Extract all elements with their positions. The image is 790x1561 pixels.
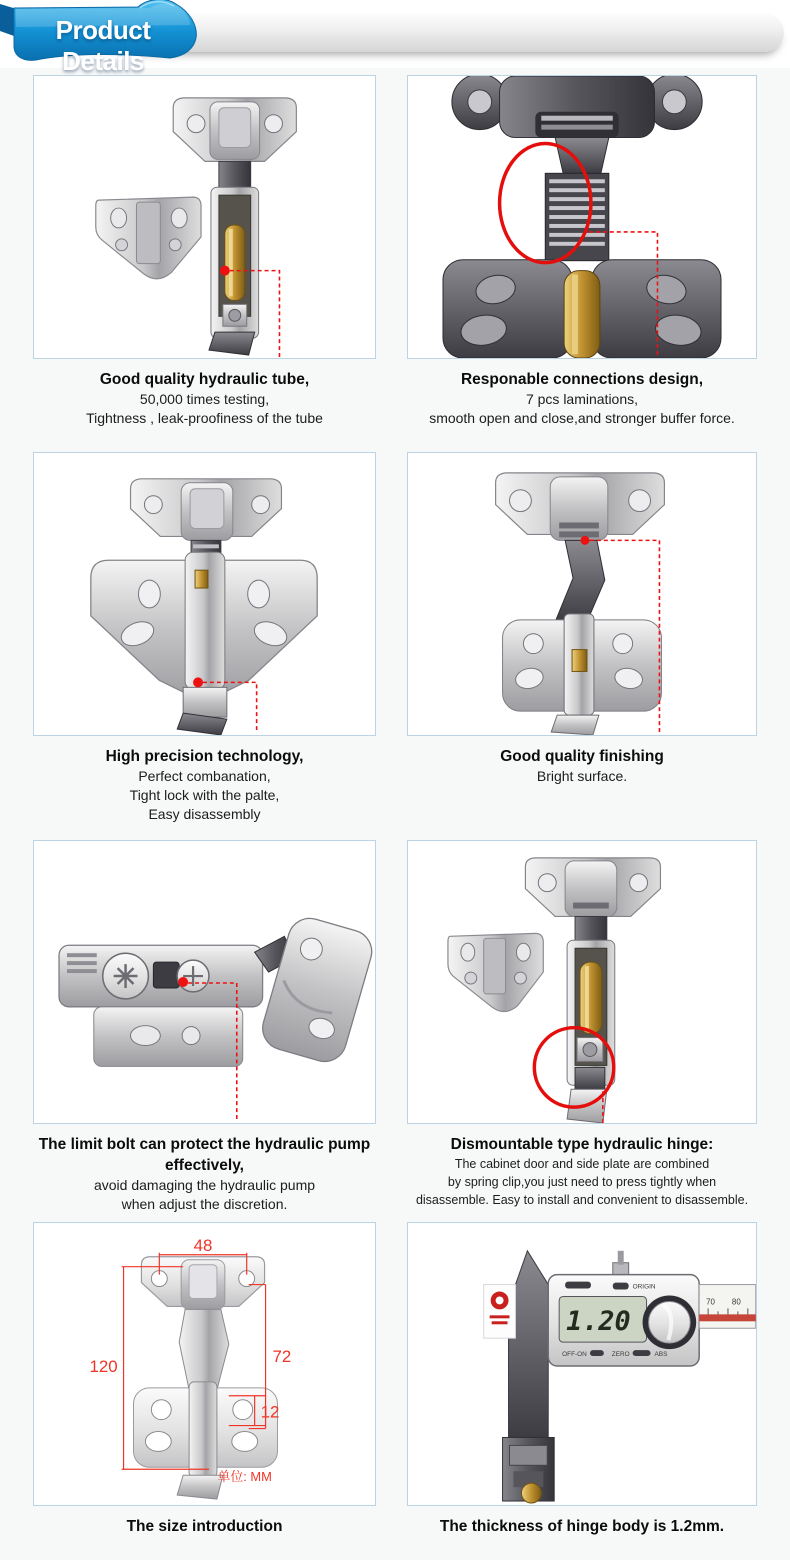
caption-line: 7 pcs laminations, [525, 391, 639, 407]
offon-label: OFF-ON [562, 1351, 587, 1359]
caption-lines [407, 390, 757, 428]
hinge-photo-illustration [408, 453, 756, 735]
offon-button [590, 1350, 604, 1356]
section-row-3 [0, 833, 790, 1215]
origin-button [613, 1283, 629, 1290]
annotation-dot [178, 977, 188, 987]
caption-hydraulic-tube [33, 369, 376, 428]
dim-offset-label: 12 [260, 1402, 280, 1422]
scale-beam [699, 1285, 756, 1329]
hinge-closeup [443, 76, 721, 358]
measured-hinge-piece [503, 1437, 555, 1503]
caption-dismountable [407, 1134, 757, 1214]
caption-line: by spring clip,you just need to press tightly when [447, 1175, 717, 1189]
pip-button [565, 1282, 591, 1289]
page-title: Product Details [55, 15, 151, 76]
photo-dismountable [407, 840, 757, 1124]
caption-title: The thickness of hinge body is 1.2mm. [439, 1518, 725, 1535]
caption-title: The limit bolt can protect the hydraulic pump effectively, [38, 1136, 371, 1174]
section-row-2 [0, 445, 790, 833]
caption-title: The size introduction [126, 1518, 283, 1535]
hinge-photo-illustration [34, 453, 375, 735]
origin-label: ORIGIN [632, 1283, 656, 1291]
caption-title: Dismountable type hydraulic hinge: [450, 1136, 714, 1153]
caption-title: Responable connections design, [460, 371, 703, 388]
caption-lines [33, 767, 376, 824]
photo-size-diagram [33, 1222, 376, 1506]
unit-label: 单位: MM [217, 1469, 272, 1485]
abs-label: ABS [654, 1351, 668, 1359]
size-diagram-illustration [34, 1223, 375, 1505]
page-header [0, 0, 790, 76]
caption-line: 50,000 times testing, [139, 391, 270, 407]
photo-caliper [407, 1222, 757, 1506]
caliper-illustration [408, 1223, 756, 1505]
caption-connections [407, 369, 757, 428]
hinge-side-view [496, 473, 665, 735]
caption-title: Good quality hydraulic tube, [99, 371, 310, 388]
dim-width-label: 48 [193, 1235, 213, 1255]
caption-line: Tightness , leak-proofiness of the tube [86, 410, 323, 426]
caption-size [33, 1516, 376, 1537]
mounting-plate [96, 197, 201, 279]
hinge-photo-illustration [34, 76, 375, 358]
caption-lines [33, 390, 376, 428]
scale-80: 80 [731, 1297, 741, 1307]
lcd-value: 1.20 [566, 1306, 631, 1338]
section-row-4 [0, 1215, 790, 1554]
photo-laminations-closeup [407, 75, 757, 359]
caption-line: Easy disassembly [148, 806, 261, 822]
brand-label [484, 1285, 516, 1339]
caption-thickness [407, 1516, 757, 1537]
caption-line: avoid damaging the hydraulic pump [93, 1177, 316, 1193]
header-silver-bar [128, 13, 784, 52]
product-details-content [0, 68, 790, 1560]
photo-hydraulic-tube [33, 75, 376, 359]
hinge-drawing [134, 1257, 278, 1499]
annotation-dot [220, 266, 230, 276]
hinge-horizontal [59, 913, 375, 1066]
caption-line: The cabinet door and side plate are combined [454, 1157, 710, 1171]
scale-70: 70 [706, 1297, 715, 1307]
hinge-photo-illustration [408, 841, 756, 1123]
caption-finishing [407, 746, 757, 824]
caption-line: disassemble. Easy to install and convenient to disassemble. [415, 1193, 749, 1207]
caption-line: when adjust the discretion. [121, 1196, 288, 1212]
caption-lines [407, 767, 757, 786]
photo-limit-bolt [33, 840, 376, 1124]
hinge-photo-illustration [34, 841, 375, 1123]
caption-line: smooth open and close,and stronger buffer force. [429, 410, 735, 426]
caption-limit-bolt [33, 1134, 376, 1214]
annotation-dot [581, 536, 590, 545]
photo-finishing [407, 452, 757, 736]
hinge-photo-illustration [408, 76, 756, 358]
caption-title: Good quality finishing [500, 748, 664, 765]
dim-height-label: 120 [89, 1356, 118, 1376]
caption-lines [407, 1155, 757, 1209]
caption-line: Bright surface. [536, 768, 628, 784]
hinge-body [525, 858, 660, 1123]
caption-title: High precision technology, [105, 748, 304, 765]
zero-button [633, 1350, 651, 1356]
annotation-dot [193, 677, 203, 687]
section-row-1 [0, 68, 790, 445]
caption-line: Perfect combanation, [138, 768, 271, 784]
caption-precision [33, 746, 376, 824]
photo-precision [33, 452, 376, 736]
caption-lines [33, 1176, 376, 1214]
hinge-with-plate [91, 479, 317, 735]
caliper-jaw [509, 1251, 549, 1438]
mounting-plate [448, 933, 543, 1011]
dim-cup-label: 72 [272, 1347, 292, 1367]
door-wing-plate [258, 913, 375, 1066]
zero-label: ZERO [611, 1351, 630, 1359]
caption-line: Tight lock with the palte, [129, 787, 280, 803]
